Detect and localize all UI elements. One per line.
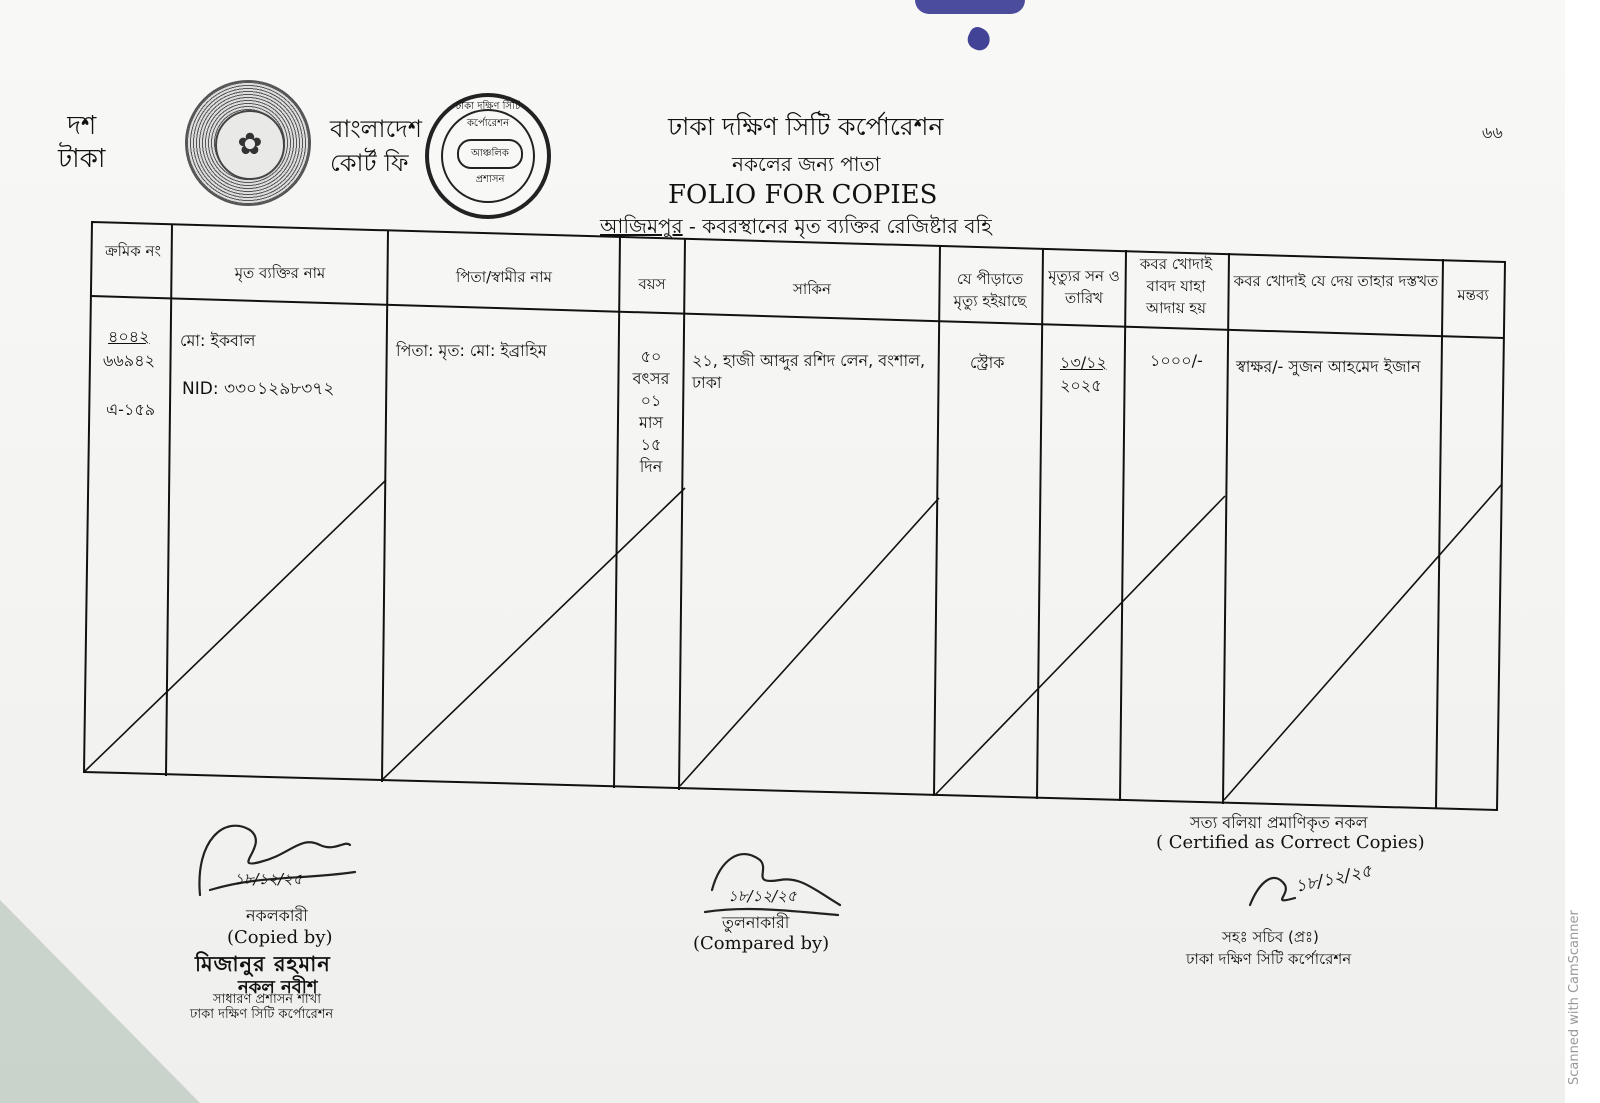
serial-number-3: এ-১৫৯ [106,400,156,419]
comparer-signature-date: ১৮/১২/২৫ [728,887,797,905]
certified-bn: সত্য বলিয়া প্রমাণিকৃত নকল [1190,813,1368,832]
header-bottom-line [91,296,1504,338]
certified-en: ( Certified as Correct Copies) [1156,832,1425,853]
death-date-line2: ২০২৫ [1060,376,1102,395]
col-header-cause: যে পীড়াতে মৃত্যু হইয়াছে [953,270,1027,310]
col-line-1 [166,224,172,776]
secretary-signature-date: ১৮/১২/২৫ [1293,861,1374,897]
col-header-age: বয়স [638,275,666,293]
age-months-unit: মাস [638,413,664,432]
age-days: ১৫ [640,435,662,454]
death-date-line1: ১৩/১২ [1060,353,1107,372]
subtitle-bn: নকলের জন্য পাতা [732,152,881,176]
col-line-4 [679,238,685,790]
age-years-unit: বৎসর [632,369,670,388]
deceased-nid: NID: ৩৩০১২৯৮৩৭২ [182,379,335,399]
fee-label-line1: দশ [67,111,97,141]
copier-office-2: ঢাকা দক্ষিণ সিটি কর্পোরেশন [190,1007,334,1022]
col-line-5 [934,245,940,796]
scanner-watermark: Scanned with CamScanner [1567,910,1582,1085]
grave-digger-signature: স্বাক্ষর/- সুজন আহমেদ ইজান [1236,357,1421,376]
age-years: ৫০ [640,347,662,366]
copied-by-label: (Copied by) [227,927,333,948]
register-title-text: - কবরস্থানের মৃত ব্যক্তির রেজিষ্টার বহি [682,214,992,238]
address-line1: ২১, হাজী আব্দুর রশিদ লেন, বংশাল, [692,351,926,370]
register-place: আজিমপুর [600,214,683,238]
col-header-address: সাকিন [793,280,831,298]
father-name: পিতা: মৃত: মো: ইব্রাহিম [396,341,547,360]
amount-collected: ১০০০/- [1150,351,1203,370]
fee-label-line2: টাকা [58,144,106,174]
copier-signature-date: ১৮/১২/২৫ [234,870,303,888]
court-fee-line2: কোর্ট ফি [330,149,409,177]
col-header-serial: ক্রমিক নং [105,242,161,260]
deceased-name: মো: ইকবাল [180,331,256,350]
emblem-icon: ✿ [215,110,285,180]
serial-number-2: ৬৬৯৪২ [103,351,155,370]
page-number: ৬৬ [1482,123,1503,142]
col-line-6 [1037,248,1043,799]
court-fee-line1: বাংলাদেশ [330,115,422,143]
col-line-7 [1120,250,1126,801]
address-line2: ঢাকা [692,373,722,392]
copier-name: মিজানুর রহমান [195,951,331,976]
strike-line-1 [84,480,386,772]
compared-by-label: (Compared by) [693,933,830,954]
col-header-signature: কবর খোদাই যে দেয় তাহার দস্তখত [1233,272,1439,290]
copier-label: নকলকারী [246,906,308,925]
strike-line-4 [935,496,1225,795]
strike-line-3 [680,498,939,786]
col-header-father-name: পিতা/স্বামীর নাম [456,268,552,286]
org-title: ঢাকা দক্ষিণ সিটি কর্পোরেশন [668,112,944,141]
strike-line-2 [382,488,685,780]
age-days-unit: দিন [639,457,663,476]
secretary-org: ঢাকা দক্ষিণ সিটি কর্পোরেশন [1186,950,1352,968]
col-line-9 [1436,259,1443,808]
age-cell [626,346,676,478]
subtitle-en: FOLIO FOR COPIES [668,180,938,210]
copier-title: নকল নবীশ [238,977,318,998]
strike-line-5 [1224,484,1502,800]
col-line-8 [1223,253,1229,804]
age-months: ০১ [640,391,662,410]
secretary-title: সহঃ সচিব (প্রঃ) [1222,928,1319,946]
copier-office-1: সাধারণ প্রশাসন শাখা [213,992,321,1007]
col-header-deceased-name: মৃত ব্যক্তির নাম [234,264,326,282]
secretary-signature-scribble [1250,878,1295,905]
col-header-date: মৃত্যুর সন ও তারিখ [1048,267,1120,307]
seal-ring-text: ঢাকা দক্ষিণ সিটি কর্পোরেশন [455,101,521,129]
serial-number-1: ৪০৪২ [108,327,150,346]
col-header-amount: কবর খোদাই বাবদ যাহা আদায় হয় [1139,255,1213,317]
comparer-label: তুলনাকারী [722,913,790,932]
seal-center-text: আঞ্চলিক প্রশাসন [457,139,523,169]
col-header-remarks: মন্তব্য [1457,286,1489,304]
cause-of-death: স্ট্রোক [970,353,1005,372]
col-line-3 [614,236,620,788]
col-line-2 [382,230,388,782]
